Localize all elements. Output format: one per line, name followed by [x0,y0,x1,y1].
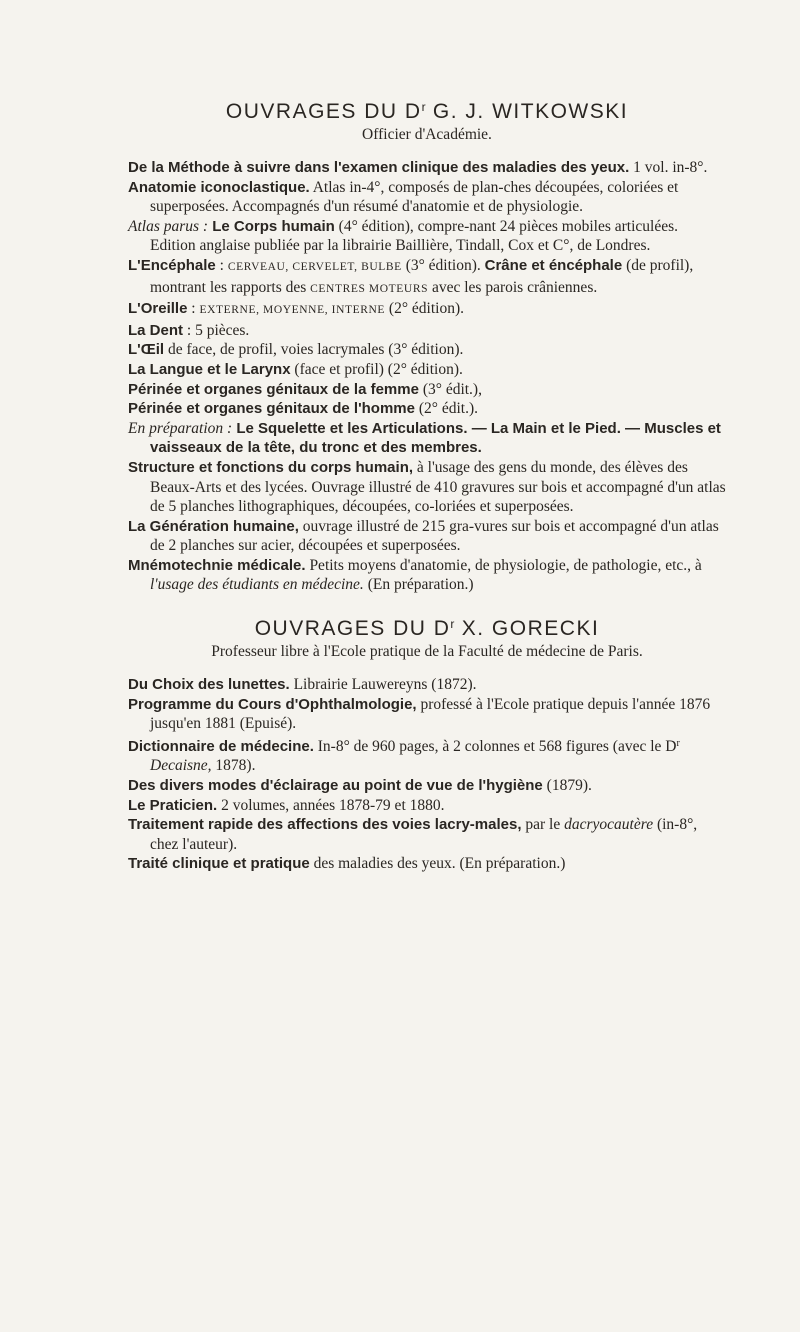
entry-oeil: L'Œil de face, de profil, voies lacrymales (3° édition). [128,341,464,359]
entry-generation: La Génération humaine, ouvrage illustré de 215 gra-vures sur bois et accompagné d'un atlas de 2 planches sur acier, découpées et superposées. [128,517,719,555]
entry-dent: La Dent : 5 pièces. [128,321,250,339]
entry-langue: La Langue et le Larynx (face et profil) (2° édition). [128,360,463,378]
section-title-witkowski: OUVRAGES DU $D^r$ G. J. WITKOWSKI [225,100,629,123]
entry-lunettes: Du Choix des lunettes. Librairie Lauwereyns (1872). [128,676,477,694]
entry-praticien: Le Praticien. 2 volumes, années 1878-79 et 1880. [128,796,445,814]
section-gap [128,595,726,617]
entry-perinee-femme: Périnée et organes génitaux de la femme (3° édit.), [128,380,482,398]
entry-traitement: Traitement rapide des affections des voies lacry-males, par le dacryocautère (in-8°, chez l'auteur). [128,816,698,853]
subtitle-witkowski: Officier d'Académie. [362,126,492,143]
entry-oreille: L'Oreille : EXTERNE, MOYENNE, INTERNE (2° édition). [128,300,464,318]
entry-methode: De la Méthode à suivre dans l'examen clinique des maladies des yeux. 1 vol. in-8°. [128,159,708,176]
entry-en-preparation: En préparation : Le Squelette et les Articulations. — La Main et le Pied. — Muscles et vaisseaux de la tête, du tronc et des membres. [128,419,721,457]
section-title-gorecki: OUVRAGES DU $D^r$ X. GORECKI [254,617,600,641]
entry-traite: Traité clinique et pratique des maladies des yeux. (En préparation.) [128,855,566,873]
content [128,100,726,874]
entry-dictionnaire: Dictionnaire de médecine. In-8° de 960 pages, à 2 colonnes et 568 figures (avec le $D^r$ Decaisne, 1878). [128,737,680,775]
entry-mnemotechnie: Mnémotechnie médicale. Petits moyens d'anatomie, de physiologie, de pathologie, etc., à l'usage des étudiants en médecine. (En préparation.) [128,556,702,594]
entry-corps-humain: Atlas parus : Le Corps humain (4° édition), compre-nant 24 pièces mobiles articulées. Edition anglaise publiée par la librairie Baillière, Tindall, Cox et C°, de Londres. [128,217,678,255]
entry-perinee-homme: Périnée et organes génitaux de l'homme (2° édit.). [128,400,479,418]
entry-structure: Structure et fonctions du corps humain, à l'usage des gens du monde, des élèves des Beaux-Arts et des lycées. Ouvrage illustré de 410 gravures sur bois et accompagné d'un atlas de 5 planches lithographiques, découpées, co-loriées et superposées. [128,458,726,516]
entry-eclairage: Des divers modes d'éclairage au point de vue de l'hygiène (1879). [128,777,592,795]
entry-anatomie: Anatomie iconoclastique. Atlas in-4°, composés de plan-ches découpées, coloriées et superposées. Accompagnés d'un résumé d'anatomie et de physiologie. [128,178,679,216]
entry-encephale: L'Encéphale : CERVEAU, CERVELET, BULBE (3° édition). Crâne et éncéphale (de profil), montrant les rapports des CENTRES MOTEURS avec les parois crâniennes. [128,256,694,296]
subtitle-gorecki: Professeur libre à l'Ecole pratique de la Faculté de médecine de Paris. [211,643,643,661]
entry-programme: Programme du Cours d'Ophthalmologie, professé à l'Ecole pratique depuis l'année 1876 jusqu'en 1881 (Epuisé). [128,695,711,733]
